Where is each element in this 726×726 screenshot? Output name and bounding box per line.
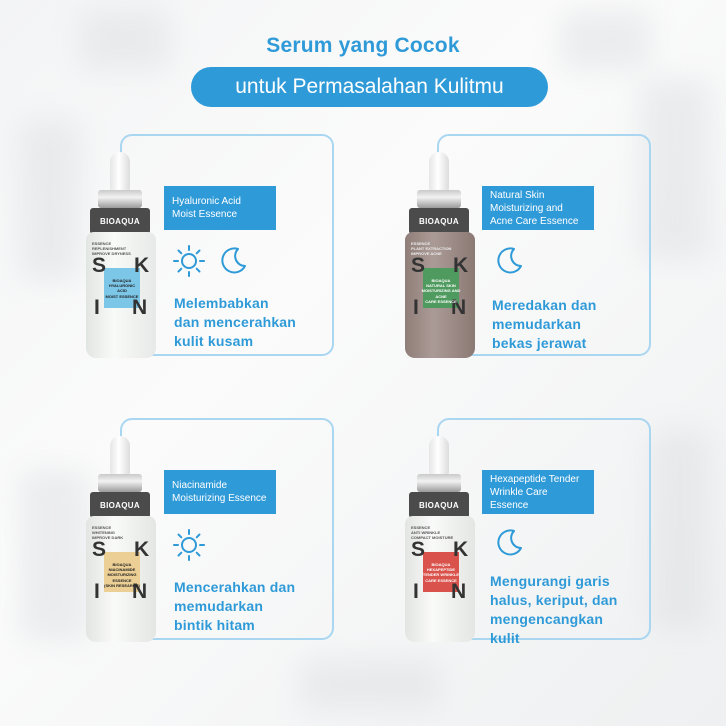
bottle-natural-skin: [405, 152, 485, 362]
skin-letter-n: N: [132, 296, 148, 319]
skin-letter-i: I: [413, 580, 419, 603]
moon-icon: [494, 246, 524, 276]
skin-letter-s: S: [411, 254, 426, 277]
sun-icon: [172, 244, 206, 278]
moon-icon: [218, 246, 248, 276]
skin-letter-i: I: [413, 296, 419, 319]
brand-label: BIOAQUA: [90, 208, 150, 234]
dropper-bulb: [429, 436, 449, 476]
bottle-hexapeptide: [405, 436, 485, 646]
skin-letter-n: N: [132, 580, 148, 603]
page-title: Serum yang Cocok: [266, 34, 460, 57]
skin-letter-k: K: [453, 538, 469, 561]
dropper-bulb: [110, 152, 130, 192]
product-name-hexapeptide: Hexapeptide Tender Wrinkle Care Essence: [482, 470, 594, 514]
skin-letter-i: I: [94, 580, 100, 603]
bottle-glass: [86, 232, 156, 358]
skin-letter-i: I: [94, 296, 100, 319]
label-product-text: BIOAQUA NIACINAMIDE MOISTURIZING ESSENCE (SKIN RESEARCH): [104, 562, 140, 588]
skin-letter-s: S: [92, 538, 107, 561]
skin-letter-k: K: [134, 538, 150, 561]
product-name-natural-skin: Natural Skin Moisturizing and Acne Care Essence: [482, 186, 594, 230]
skin-letter-n: N: [451, 296, 467, 319]
skin-label: [92, 538, 150, 606]
bottle-hyaluronic: [86, 152, 166, 362]
label-product-text: BIOAQUA NATURAL SKIN MOISTURIZING AND ACNE CARE ESSENCE: [421, 278, 461, 304]
bottle-glass: [86, 516, 156, 642]
label-product-text: BIOAQUA HYALURONIC ACID MOIST ESSENCE: [105, 278, 139, 299]
label-small-text: ESSENCE PLANT EXTRACTION IMPROVE ACNE: [411, 241, 452, 256]
dropper-bulb: [429, 152, 449, 192]
skin-label: [411, 254, 469, 322]
brand-label: BIOAQUA: [90, 492, 150, 518]
benefit-text-hyaluronic: Melembabkan dan mencerahkan kulit kusam: [174, 295, 297, 349]
bottle-collar: [98, 474, 142, 492]
bottle-collar: [417, 190, 461, 208]
benefit-text-natural-skin: Meredakan dan memudarkan bekas jerawat: [492, 297, 597, 351]
product-name-hyaluronic: Hyaluronic Acid Moist Essence: [164, 186, 276, 230]
moon-icon: [494, 528, 524, 558]
skin-letter-k: K: [134, 254, 150, 277]
sun-icon: [172, 528, 206, 562]
benefit-text-niacinamide: Mencerahkan dan memudarkan bintik hitam: [174, 579, 296, 633]
bottle-glass: [405, 516, 475, 642]
brand-label: BIOAQUA: [409, 208, 469, 234]
skin-letter-s: S: [92, 254, 107, 277]
skin-label: [411, 538, 469, 606]
bottle-collar: [417, 474, 461, 492]
skin-letter-k: K: [453, 254, 469, 277]
bottle-niacinamide: [86, 436, 166, 646]
label-small-text: ESSENCE ANTI WRINKLE COMPACT MOISTURE: [411, 525, 454, 540]
bottle-glass: [405, 232, 475, 358]
bottle-collar: [98, 190, 142, 208]
skin-label: [92, 254, 150, 322]
label-small-text: ESSENCE WHITENING IMPROVE DARK: [92, 525, 124, 540]
skin-letter-n: N: [451, 580, 467, 603]
skin-letter-s: S: [411, 538, 426, 561]
product-name-niacinamide: Niacinamide Moisturizing Essence: [164, 470, 276, 514]
dropper-bulb: [110, 436, 130, 476]
benefit-text-hexapeptide: Mengurangi garis halus, keriput, dan mengencangkan kulit: [490, 573, 618, 646]
label-small-text: ESSENCE REPLENISHMENT IMPROVE DRYNESS: [92, 241, 131, 256]
label-product-text: BIOAQUA HEXAPEPTIDE TENDER WRINKLE CARE ESSENCE: [422, 562, 460, 583]
page-subtitle: untuk Permasalahan Kulitmu: [191, 67, 548, 107]
brand-label: BIOAQUA: [409, 492, 469, 518]
